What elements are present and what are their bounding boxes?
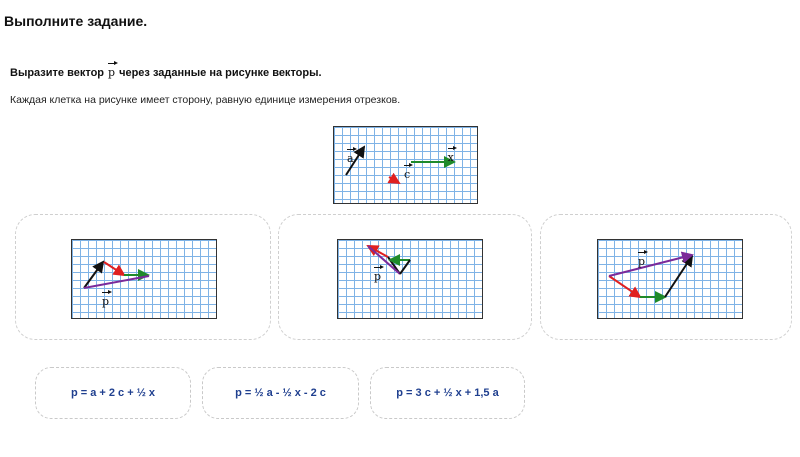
opt1-vector-p bbox=[84, 276, 149, 288]
opt2-label-p: p bbox=[374, 270, 382, 283]
option-2-svg bbox=[338, 240, 484, 320]
answer-chip-1[interactable] bbox=[35, 367, 191, 419]
label-a: a bbox=[347, 152, 354, 165]
vector-c-arrow bbox=[389, 177, 399, 183]
task-statement bbox=[10, 66, 322, 79]
opt3-label-p: p bbox=[638, 255, 646, 268]
answer-3-text: p = 3 c + ½ x + 1,5 a bbox=[396, 387, 499, 399]
answer-chip-3[interactable] bbox=[370, 367, 525, 419]
reference-figure-svg bbox=[334, 127, 479, 205]
option-1-svg bbox=[72, 240, 218, 320]
opt3-vector-p bbox=[609, 255, 692, 276]
option-1-figure bbox=[71, 239, 217, 319]
opt3-vector-c bbox=[609, 276, 640, 297]
answer-1-text: p = a + 2 c + ½ x bbox=[70, 387, 156, 399]
task-hint: Каждая клетка на рисунке имеет сторону, равную единице измерения отрезков. bbox=[10, 94, 401, 106]
opt1-label-p: p bbox=[102, 295, 110, 308]
task-prefix: Выразите вектор bbox=[10, 66, 105, 79]
reference-figure bbox=[333, 126, 478, 204]
opt2-vector-b bbox=[400, 260, 410, 274]
opt1-vector-c bbox=[104, 262, 124, 275]
task-suffix: через заданные на рисунке векторы. bbox=[119, 66, 322, 79]
option-3-svg bbox=[598, 240, 744, 320]
option-2-figure bbox=[337, 239, 483, 319]
page-title: Выполните задание. bbox=[4, 13, 148, 29]
option-card-2[interactable] bbox=[278, 214, 532, 340]
answer-2-text: p = ½ a - ½ x - 2 c bbox=[235, 387, 326, 399]
opt3-vector-a bbox=[665, 256, 692, 297]
answer-chip-2[interactable] bbox=[202, 367, 359, 419]
task-vector-p: p bbox=[108, 66, 116, 79]
option-3-figure bbox=[597, 239, 743, 319]
label-c: c bbox=[404, 168, 411, 181]
option-card-1[interactable] bbox=[15, 214, 271, 340]
label-x: x bbox=[447, 151, 454, 164]
option-card-3[interactable] bbox=[540, 214, 792, 340]
